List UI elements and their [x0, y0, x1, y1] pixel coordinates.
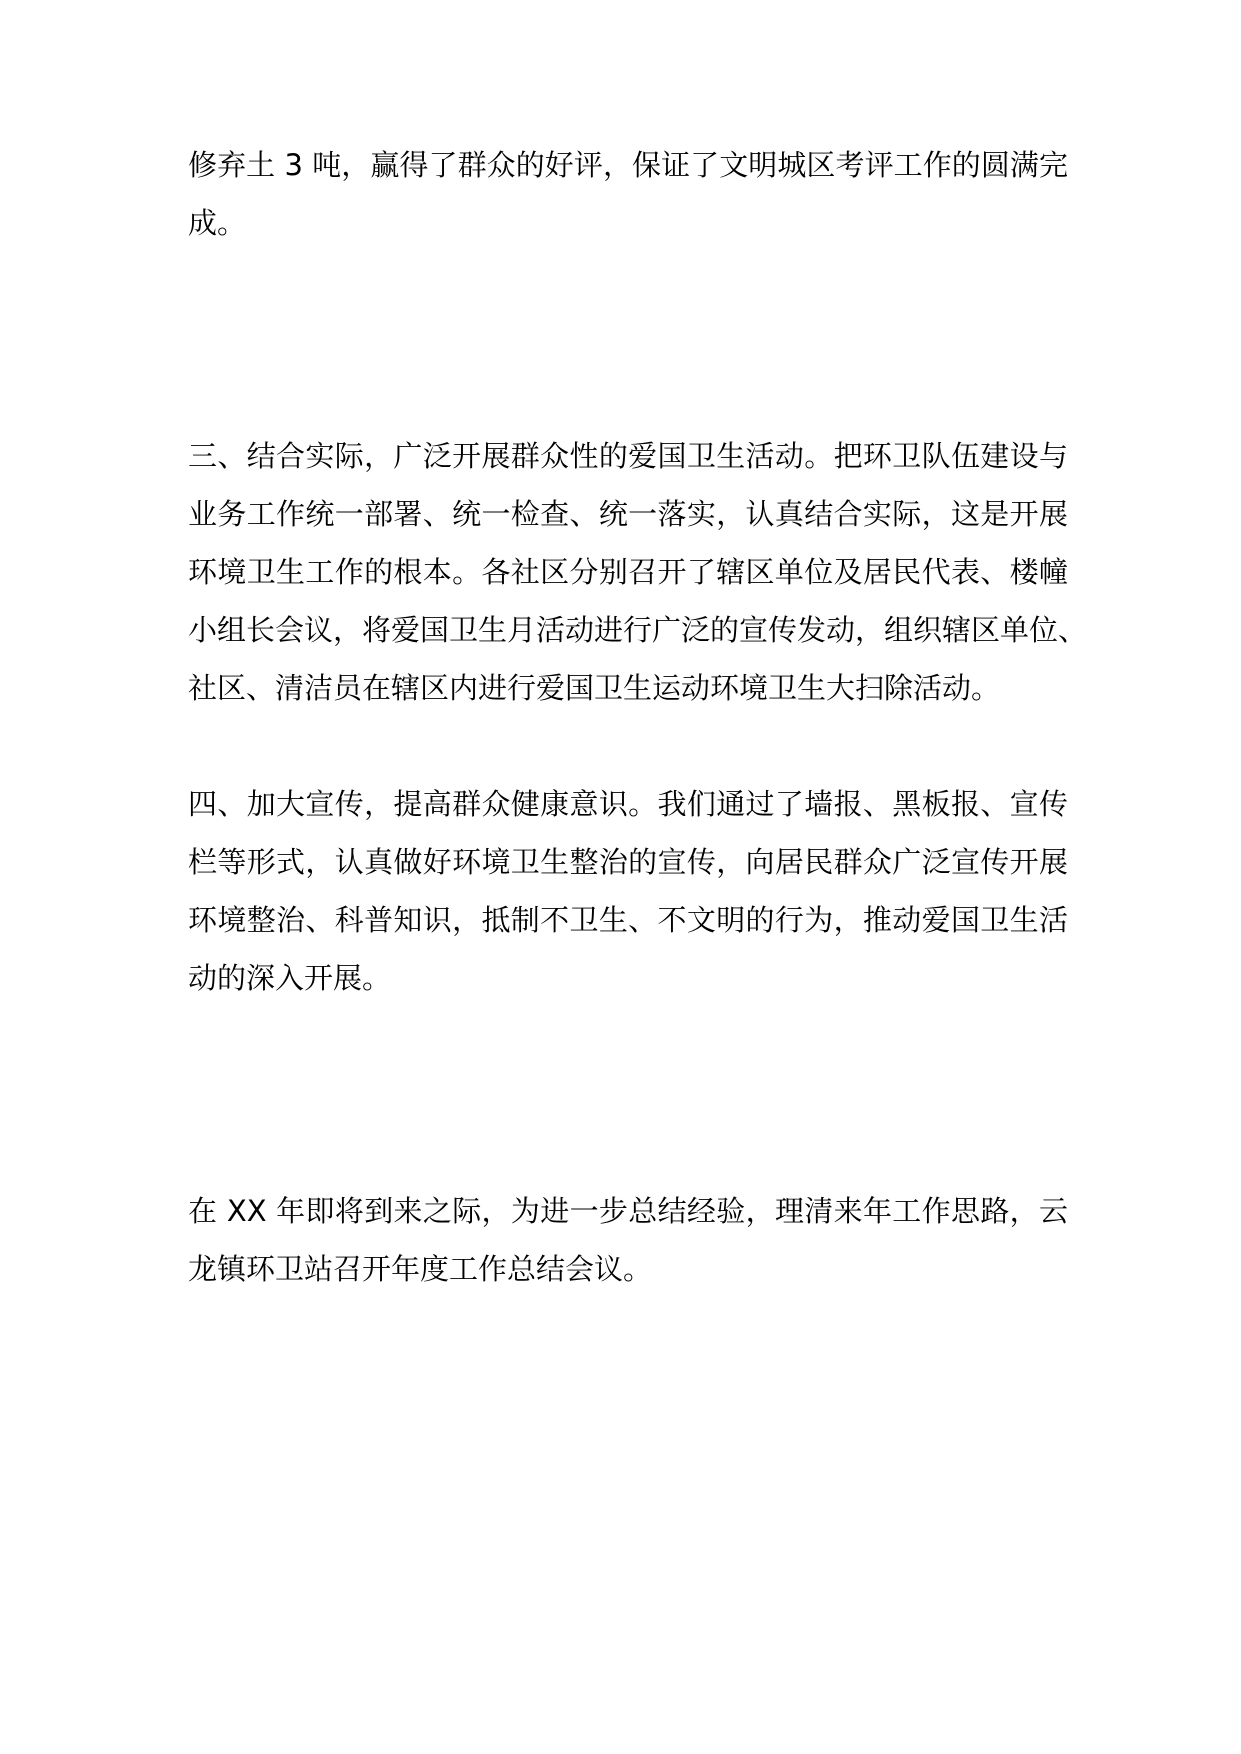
paragraph-1-line-1: 修弃土 3 吨，赢得了群众的好评，保证了文明城区考评工作的圆满完 [188, 148, 1068, 182]
paragraph-2-line-2: 业务工作统一部署、统一检查、统一落实，认真结合实际，这是开展 [188, 497, 1068, 531]
paragraph-4-line-2: 龙镇环卫站召开年度工作总结会议。 [188, 1252, 653, 1286]
paragraph-1-line-2: 成。 [188, 206, 247, 240]
paragraph-3-line-1: 四、加大宣传，提高群众健康意识。我们通过了墙报、黑板报、宣传 [188, 787, 1068, 821]
paragraph-3-line-3: 环境整治、科普知识，抵制不卫生、不文明的行为，推动爱国卫生活 [188, 903, 1068, 937]
paragraph-2-line-3: 环境卫生工作的根本。各社区分别召开了辖区单位及居民代表、楼幢 [188, 555, 1068, 589]
paragraph-3-line-4: 动的深入开展。 [188, 961, 392, 995]
paragraph-3-line-2: 栏等形式，认真做好环境卫生整治的宣传，向居民群众广泛宣传开展 [188, 845, 1068, 879]
paragraph-4-line-1: 在 XX 年即将到来之际，为进一步总结经验，理清来年工作思路，云 [188, 1194, 1068, 1228]
paragraph-2-line-4: 小组长会议，将爱国卫生月活动进行广泛的宣传发动，组织辖区单位、 [188, 613, 1088, 647]
paragraph-2-line-5: 社区、清洁员在辖区内进行爱国卫生运动环境卫生大扫除活动。 [188, 671, 1001, 705]
paragraph-2-line-1: 三、结合实际，广泛开展群众性的爱国卫生活动。把环卫队伍建设与 [188, 439, 1068, 473]
